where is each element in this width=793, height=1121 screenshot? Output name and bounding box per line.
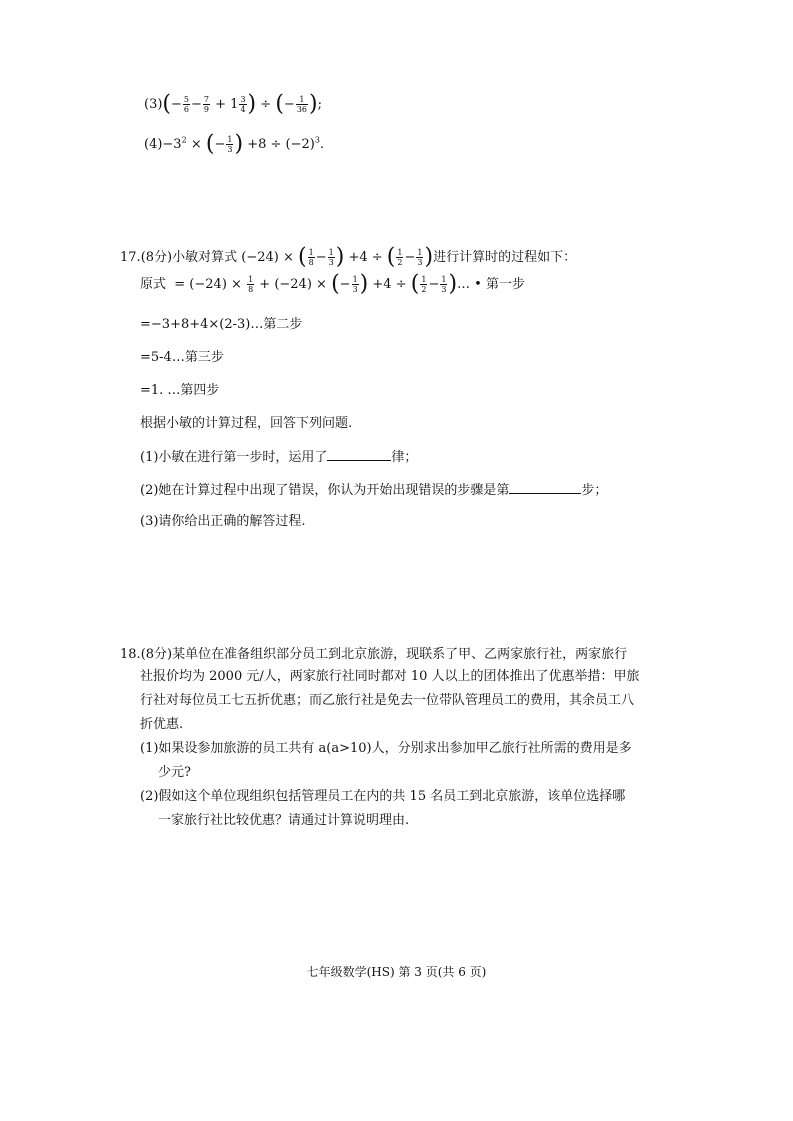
q17-step2: =−3+8+4×(2-3)…第二步 [140, 317, 303, 332]
page-footer: 七年级数学(HS) 第 3 页(共 6 页) [306, 965, 487, 979]
q17-sub2: (2)她在计算过程中出现了错误，你认为开始出现错误的步骤是第 步； [140, 483, 608, 498]
q18-line3: 行社对每位员工七五折优惠；而乙旅行社是免去一位带队管理员工的费用，其余员工八 [140, 693, 635, 708]
q18-sub1b: 少元? [158, 765, 191, 780]
q18-line4: 折优惠. [140, 717, 184, 732]
q17-prompt: 根据小敏的计算过程，回答下列问题. [140, 416, 353, 431]
answer-blank-2[interactable] [509, 481, 581, 494]
q17-sub1: (1)小敏在进行第一步时，运用了 律； [140, 450, 418, 465]
q18-line1: 18.(8分)某单位在准备组织部分员工到北京旅游，现联系了甲、乙两家旅行社，两家旅行 [120, 647, 628, 662]
problem-3: (3)(− $\frac{5}{6}$ − $\frac{7}{9}$ + 1 $\frac{3}{4}$ ) ÷ (− $\frac{1}{36}$ ); [144, 91, 322, 117]
q17-sub3: (3)请你给出正确的解答过程. [140, 514, 306, 529]
q18-sub1a: (1)如果设参加旅游的员工共有 a(a>10)人，分别求出参加甲乙旅行社所需的费用是多 [140, 741, 632, 756]
answer-blank-1[interactable] [327, 448, 391, 461]
q18-sub2a: (2)假如这个单位现组织包括管理员工在内的共 15 名员工到北京旅游，该单位选择哪 [140, 789, 626, 804]
q17-step3: =5-4…第三步 [140, 350, 224, 365]
q18-line2: 社报价均为 2000 元/人，两家旅行社同时都对 10 人以上的团体推出了优惠举措：甲旅 [140, 669, 640, 684]
problem-4: $(4)-3^2$ × (− $\frac{1}{3}$ ) $+8 \div (-2)^3$. [144, 131, 325, 157]
q17-step1: 原式 = (−24) × $\frac{1}{8}$ + (−24) × (− $\frac{1}{3}$ ) +4 ÷ ( $\frac{1}{2}$ − $\frac{1}{3}$ )… • 第一步 [140, 271, 525, 297]
q17-header: 17.(8分)小敏对算式 (−24) × ( $\frac{1}{8}$ − $\frac{1}{3}$ ) +4 ÷ ( $\frac{1}{2}$ − $\frac{1}{3}$ )进行计算时的过程如下： [120, 244, 577, 270]
q18-sub2b: 一家旅行社比较优惠？请通过计算说明理由. [158, 813, 410, 828]
q17-step4: =1. …第四步 [140, 383, 220, 398]
